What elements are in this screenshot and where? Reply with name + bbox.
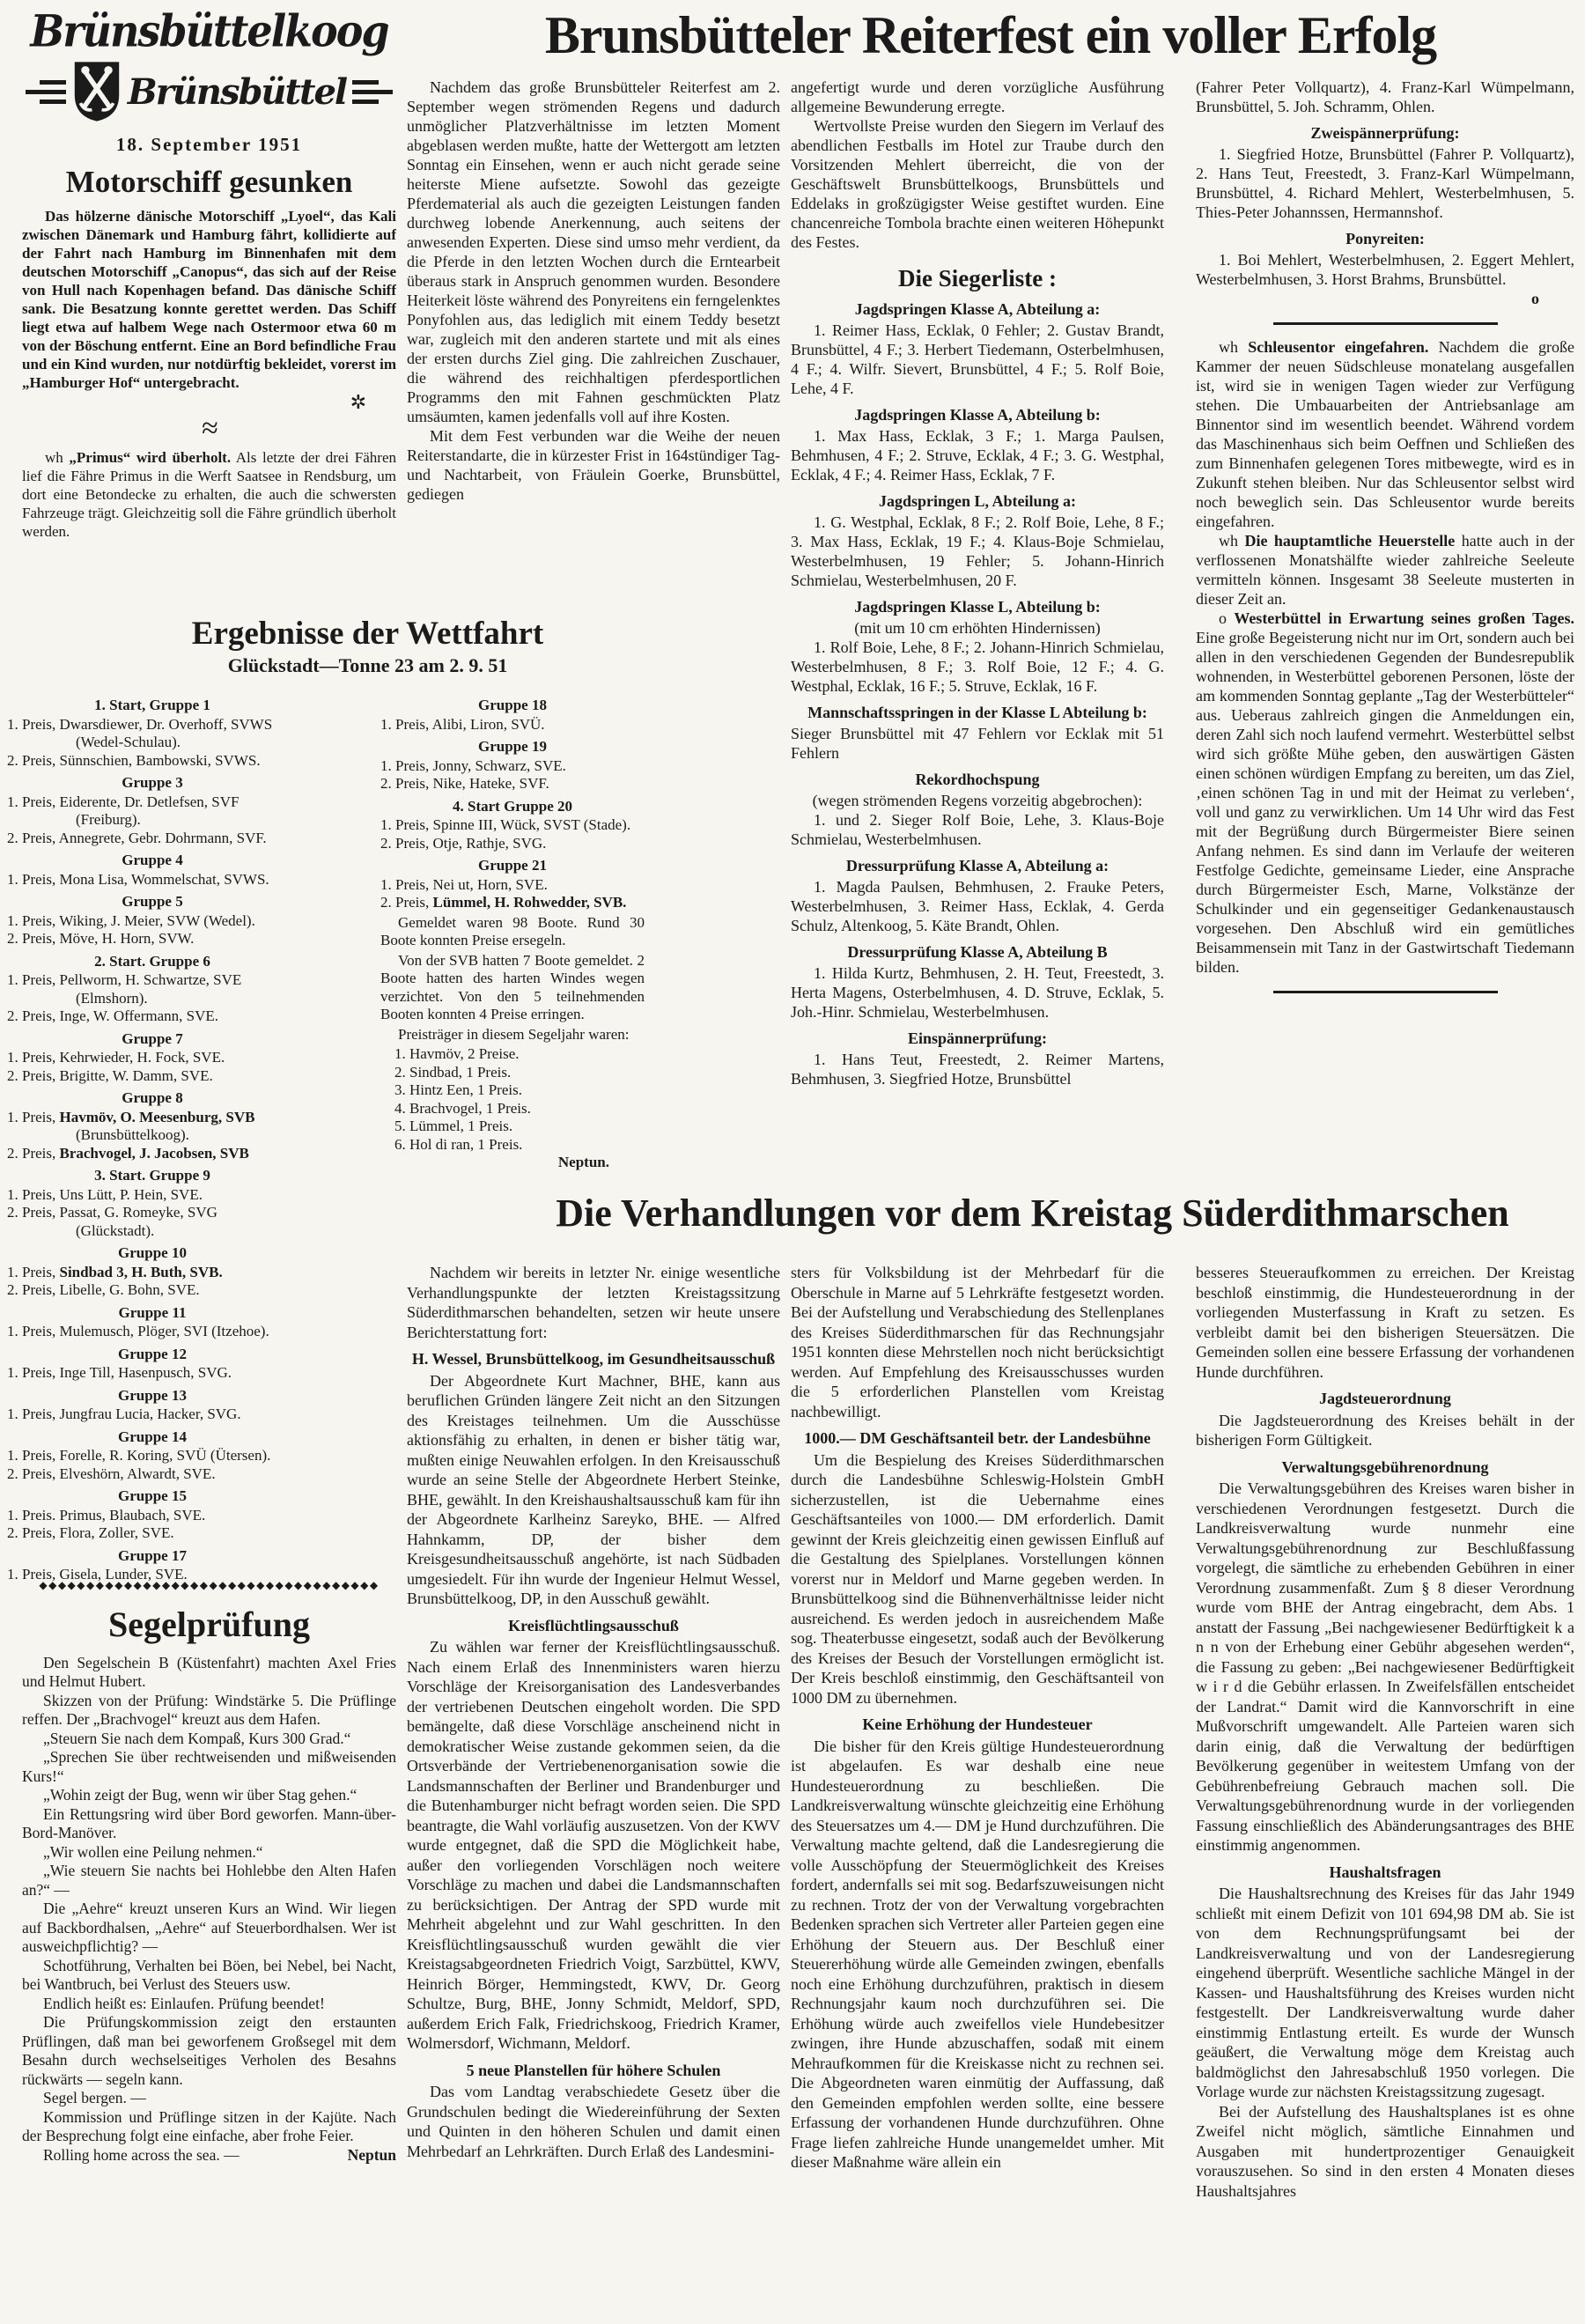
segel-p: „Sprechen Sie über rechtweisenden und mißweisenden Kurs!“ [22,1748,396,1785]
wettfahrt-result-r: Neptun. [557,1154,609,1170]
reiterfest-column-1 [407,77,780,616]
wettfahrt-result-p: Von der SVB hatten 7 Boote gemeldet. 2 Boote hatten des harten Windes wegen verzichtet. Von den 5 teilnehmenden Booten konnten 4 Preise erringen. [380,951,645,1022]
masthead-logo-line2: Brünsbüttel [127,70,347,113]
wettfahrt-result-h: Gruppe 19 [478,738,547,755]
kreistag-pn: sters für Volksbildung ist der Mehrbedarf für die Oberschule in Marne auf 5 Lehrkräfte festgesetzt worden. Bei der Aufstellung und Verabschiedung des Stellenplanes des Kreises Süderdithmarschen für das Rechnungsjahr 1951 konnten diese Mehrstellen noch nicht berücksichtigt werden. Auf Empfehlung des Kreisausschusses wurden die 5 erforderlichen Planstellen vom Kreistag nachbewilligt. [791,1264,1164,1420]
siegerliste-p: 1. Hilda Kurtz, Behmhusen, 2. H. Teut, Freestedt, 3. Herta Magens, Osterbelmhusen, 4. D. Struve, Ecklak, 5. Joh.-Hinr. Schmielau, Westerbelmhusen. [791,964,1164,1021]
siegerliste-pn: angefertigt wurde und deren vorzügliche Ausführung allgemeine Bewunderung erregte. [791,78,1164,115]
wettfahrt-result-h: Gruppe 7 [122,1029,183,1047]
segel-p: Schotführung, Verhalten bei Böen, bei Nebel, bei Nacht, bei Wantbruch, bei Verlust des Steuers usw. [22,1956,396,1993]
kreistag-p: Das vom Landtag verabschiedete Gesetz über die Grundschulen bedingt die Wiedereinführung der Sexten und Quinten in den höheren Schulen und damit einen Mehrbedarf an Lehrkräften. Durch Erlaß des Landesmini- [407,2083,780,2160]
wettfahrt-result-e: 2. Preis, Sünnschien, Bambowski, SVWS. [7,751,261,769]
segel-p: Die „Aehre“ kreuzt unseren Kurs an Wind. Wir liegen auf Backbordhalsen, „Aehre“ auf Steuerbordhalsen. Wer ist ausweichpflichtig? — [22,1900,396,1955]
wettfahrt-result-l: 3. Hintz Een, 1 Preis. [394,1081,522,1098]
wettfahrt-result-h: 1. Start, Gruppe 1 [94,697,210,713]
kreistag-h: Verwaltungsgebührenordnung [1281,1457,1489,1476]
wettfahrt-result-e: 1. Preis, Mulemusch, Plöger, SVI (Itzehoe). [7,1323,269,1339]
siegerliste-p: Wertvollste Preise wurden den Siegern im Verlauf des abendlichen Festballs im Hotel zur Traube durch den Vorsitzenden Mehlert überreicht, die von der Geschäftswelt Brunsbüttelkoogs, Brunsbüttels und Eddelaks in großzügigster Weise gestiftet wurden. Eine chancenreiche Tombola brachte einen weiteren Höhepunkt des Festes. [791,117,1164,251]
wettfahrt-result-h: Gruppe 18 [478,697,547,713]
siegerliste-h: Rekordhochspung [915,771,1040,788]
segel-p: Den Segelschein B (Küstenfahrt) machten Axel Fries und Helmut Hubert. [22,1653,396,1690]
wettfahrt-result-p: Preisträger in diesem Segeljahr waren: [398,1025,630,1043]
motorschiff-star: ✲ [350,391,366,413]
siegerliste-h: Mannschaftsspringen in der Klasse L Abteilung b: [807,704,1147,721]
wettfahrt-result-e: 2. Preis, Möve, H. Horn, SVW. [7,930,195,947]
local-news-rule [1273,991,1498,993]
kreistag-h: 5 neue Planstellen für höhere Schulen [466,2061,721,2079]
local-news-rule [1273,322,1498,325]
kreistag-p: Nachdem wir bereits in letzter Nr. einige wesentliche Verhandlungspunkte der letzten Kreistagssitzung Süderdithmarschen behandelten, setzen wir heute unsere Berichterstattung fort: [407,1264,780,1341]
issue-date: 18. September 1951 [115,134,303,155]
wettfahrt-result-h: 2. Start. Gruppe 6 [94,952,210,970]
wettfahrt-result-e: 2. Preis, Brachvogel, J. Jacobsen, SVB [7,1144,249,1162]
wettfahrt-result-e: 1. Preis, Kehrwieder, H. Fock, SVE. [7,1049,225,1066]
local-news-pn: (Fahrer Peter Vollquartz), 4. Franz-Karl Wümpelmann, Brunsbüttel, 5. Joh. Schramm, Ohlen. [1196,78,1574,115]
motorschiff-article-body [22,207,396,541]
wettfahrt-result-e: 1. Preis, Dwarsdiewer, Dr. Overhoff, SVWS (Wedel-Schulau). [7,715,273,750]
wettfahrt-results-left [7,692,298,1584]
wettfahrt-result-l: 2. Sindbad, 1 Preis. [394,1063,512,1081]
siegerliste-column [791,77,1164,1189]
reiterfest-headline: Brunsbütteler Reiterfest ein voller Erfolg [544,6,1437,64]
wettfahrt-result-e: 1. Preis, Pellworm, H. Schwartze, SVE (Elmshorn). [7,971,242,1007]
wettfahrt-result-e: 1. Preis, Wiking, J. Meier, SVW (Wedel). [7,911,255,929]
siegerliste-p: 1. G. Westphal, Ecklak, 8 F.; 2. Rolf Boie, Lehe, 8 F.; 3. Max Hass, Ecklak, 19 F.; 4. Klaus-Boje Schmielau, Westerbelmhusen, 19 Fehler; 5. Johann-Hinrich Schmielau, Westerbelmhusen, 20 F. [791,513,1164,589]
wettfahrt-result-h: Gruppe 8 [122,1089,183,1106]
kreistag-h: 1000.— DM Geschäftsanteil betr. der Landesbühne [804,1429,1151,1447]
local-news-h: Ponyreiten: [1345,230,1425,247]
kreistag-column-2 [791,1263,1164,2320]
siegerliste-h: Dressurprüfung Klasse A, Abteilung B [847,943,1108,961]
wettfahrt-result-h: Gruppe 10 [118,1244,187,1261]
kreistag-p: Die Haushaltsrechnung des Kreises für das Jahr 1949 schließt mit einem Defizit von 101 694,98 DM ab. Sie ist von dem Rechnungsprüfungsamt bei der Landkreisverwaltung und von der Landesregierung eingehend überprüft. Wesentliche sachliche Mängel in der Kassen- und Haushaltsführung des Kreises wurden nicht festgestellt. Der Landkreisverwaltung wurde daher einstimmig Entlastung erteilt. Es wurde der Wunsch geäußert, die Verwaltung möge dem Kreistag auch baldmöglichst den Jahresabschluß 1950 vorlegen. Die Vorlage wurde zur nächsten Kreistagssitzung zugesagt. [1196,1885,1574,2100]
kreistag-p: Die bisher für den Kreis gültige Hundesteuerordnung ist abgelaufen. Es war deshalb eine neue Hundesteuerordnung zu beschließen. Die Landkreisverwaltung wünschte gleichzeitig eine Erhöhung des Steuersatzes um 4.— DM je Hund durchzuführen. Die Verwaltung machte geltend, daß die Landesregierung die volle Ausschöpfung der Steuermöglichkeit des Kreises fordert, andernfalls sei mit sog. Bedarfszuweisungen nicht zu rechnen. Trotz der von der Verwaltung vorgebrachten Bedenken sprachen sich Vertreter aller Parteien gegen eine Erhöhung der Steuern aus. Der Beschluß einer Steuererhöhung würde alle Gemeinden zwingen, ebenfalls noch eine Erhöhung durchzuführen, praktisch in diesem Rechnungsjahr kaum noch durchzuführen sei. Die Erhöhung würde auch zweifellos viele Hundebesitzer zwingen, ihre Hunde abzuschaffen, sodaß mit einem Mehraufkommen für die Kreiskasse nicht zu rechnen sei. Die Abgeordneten waren einmütig der Auffassung, daß den Gemeinden empfohlen werden sollte, eine bessere Erfassung der vorhandenen Hunde durchzuführen. Ohne Frage liefen zahlreiche Hunde unangemeldet umher. Mit dieser Maßnahme wäre allein ein [791,1737,1164,2171]
wettfahrt-result-e: 1. Preis, Jonny, Schwarz, SVE. [380,756,566,774]
kreistag-p: Die Jagdsteuerordnung des Kreises behält in der bisherigen Form Gültigkeit. [1196,1411,1574,1449]
segel-p: „Steuern Sie nach dem Kompaß, Kurs 300 Grad.“ [43,1729,351,1747]
siegerliste-c: (mit um 10 cm erhöhten Hindernissen) [854,619,1101,637]
wettfahrt-result-e: 1. Preis, Forelle, R. Koring, SVÜ (Ütersen). [7,1447,271,1464]
siegerliste-bh: Die Siegerliste : [898,265,1057,291]
speed-lines-right-icon [352,75,393,109]
kreistag-h: H. Wessel, Brunsbüttelkoog, im Gesundheitsausschuß [411,1350,776,1368]
wettfahrt-result-h: Gruppe 21 [478,857,547,874]
wettfahrt-result-h: Gruppe 5 [122,893,183,910]
segel-p: Die Prüfungskommission zeigt den erstaunten Prüflingen, daß man bei geworfenem Großsegel mit dem Besahn durch wechselseitiges Verholen des Besahns rückwärts — segeln kann. [22,2013,396,2088]
segel-p: Skizzen von der Prüfung: Windstärke 5. Die Prüflinge reffen. Der „Brachvogel“ kreuzt aus dem Hafen. [22,1691,396,1728]
kreistag-headline: Die Verhandlungen vor dem Kreistag Süderdithmarschen [556,1192,1509,1235]
segel-section [22,1576,396,2320]
wettfahrt-result-l: 1. Havmöv, 2 Preise. [394,1045,520,1062]
siegerliste-h: Einspännerprüfung: [907,1029,1048,1047]
kreistag-h: Haushaltsfragen [1329,1863,1441,1881]
segel-p: Segel bergen. — [43,2089,146,2106]
wettfahrt-result-e: 2. Preis, Passat, G. Romeyke, SVG (Glückstadt). [7,1204,217,1239]
local-news-column [1196,77,1574,1189]
wettfahrt-result-h: Gruppe 14 [118,1428,187,1445]
motorschiff-p: wh „Primus“ wird überholt. Als letzte der drei Fähren lief die Fähre Primus in die Werft Saatsee in Rendsburg, um dort eine Betondecke zu erhalten, die auch die schwersten Fahrzeuge trägt. Gleichzeitig soll die Fähre gründlich überholt werden. [22,449,396,540]
motorschiff-squig: ≈ [202,412,217,445]
segel-p: „Wie steuern Sie nachts bei Hohlebbe den Alten Hafen an?“ — [22,1862,396,1899]
wettfahrt-result-h: Gruppe 3 [122,774,183,791]
wettfahrt-result-h: Gruppe 13 [118,1386,187,1404]
kreistag-p: Bei der Aufstellung des Haushaltsplanes ist es ohne Zweifel nicht möglich, sämtliche Einnahmen und Ausgaben mit hundertprozentiger Genauigkeit vorauszusehen. So sind in den ersten 4 Monaten dieses Haushaltsjahres [1196,2102,1574,2200]
siegerliste-h: Jagdspringen Klasse A, Abteilung b: [854,406,1101,424]
segel-p: Neptun Rolling home across the sea. — [43,2145,396,2164]
masthead [22,9,396,615]
wettfahrt-result-h: Gruppe 15 [118,1487,187,1504]
siegerliste-pn: Sieger Brunsbüttel mit 47 Fehlern vor Ecklak mit 51 Fehlern [791,725,1164,762]
local-news-h: Zweispännerprüfung: [1310,124,1460,142]
motorschiff-pb: Das hölzerne dänische Motorschiff „Lyoel“, das Kali zwischen Dänemark und Hamburg fährt, kollidierte auf der Fahrt nach Hamburg im Binnenhafen mit dem deutschen Motorschiff „Canopus“, das sich auf der Reise von Hull nach Kopenhagen befand. Das dänische Schiff sank. Die Besatzung konnte gerettet werden. Das Schiff liegt etwa auf halbem Wege nach Ostermoor etwa 60 m von der Böschung entfernt. Eine an Bord befindliche Frau und ein Kind wurden, nur notdürftig bekleidet, vorerst im „Hamburger Hof“ untergebracht. [22,208,396,391]
siegerliste-h: Dressurprüfung Klasse A, Abteilung a: [845,857,1110,874]
segel-p: Ein Rettungsring wird über Bord geworfen. Mann-über-Bord-Manöver. [22,1804,396,1841]
wettfahrt-result-e: 2. Preis, Nike, Hateke, SVF. [380,775,549,792]
segel-p: Endlich heißt es: Einlaufen. Prüfung beendet! [43,1994,325,2012]
siegerliste-p: 1. Rolf Boie, Lehe, 8 F.; 2. Johann-Hinrich Schmielau, Westerbelmhusen, 8 F.; 3. Rolf Boie, 12 F.; 4. G. Westphal, Ecklak, 16 F.; 5. Struve, Ecklak, 16 F. [791,638,1164,695]
speed-lines-left-icon [26,75,66,109]
local-news-p: o Westerbüttel in Erwartung seines großen Tages. Eine große Begeisterung nicht nur im Ort, sondern auch bei allen in den verschiedenen Gegenden der Bundesrepublik wohnenden, in Westerbüttel geborenen Personen, löste der am kommenden Sonntag geplante „Tag der Westerbütteler“ aus. Ueberaus zahlreich gingen die Anmeldungen ein, deren Zahl sich noch laufend vermehrt. Westerbüttel selbst wird sich größte Mühe geben, den auswärtigen Gästen einen schönen würdigen Empfang zu bereiten, um das Ziel, ‚einen schönen Tag in und mit der Heimat zu verleben‘, voll und ganz zu verwirklichen. Um 14 Uhr wird das Fest mit der Begrüßung durch Bürgermeister Biere seinen Anfang nehmen. Es sind dann im Verlaufe der weiteren Festfolge Gedichte, gemeinsame Lieder, eine Ansprache durch Bürgermeister Esch, Marne, Volkstänze der Schulkinder und ein gegenseitiger Gedankenaustausch vorgesehen. Den Abschluß wird ein gemütliches Beisammensein mit Tanz in der Gastwirtschaft Tiedemann bilden. [1196,609,1574,976]
wettfahrt-result-h: Gruppe 12 [118,1345,187,1362]
wettfahrt-result-e: 1. Preis, Havmöv, O. Meesenburg, SVB (Brunsbüttelkoog). [7,1108,255,1143]
wettfahrt-subtitle: Glückstadt—Tonne 23 am 2. 9. 51 [227,654,508,676]
wettfahrt-result-e: 2. Preis, Flora, Zoller, SVE. [7,1524,174,1541]
kreistag-column-3 [1196,1263,1574,2320]
local-news-p: 1. Siegfried Hotze, Brunsbüttel (Fahrer P. Vollquartz), 2. Hans Teut, Freestedt, 3. Franz-Karl Wümpelmann, Brunsbüttel, 4. Richard Mehlert, Westerbelmhusen, 5. Thies-Peter Johannssen, Hermannshof. [1196,145,1574,221]
wettfahrt-result-e: 1. Preis, Nei ut, Horn, SVE. [380,875,548,893]
siegerliste-h: Jagdspringen Klasse L, Abteilung b: [854,598,1101,616]
siegerliste-p: 1. Reimer Hass, Ecklak, 0 Fehler; 2. Gustav Brandt, Brunsbüttel, 4 F.; 3. Herbert Tiedemann, Osterbelmhusen, 4 F.; 4. Wilfr. Sievert, Brunsbüttel, 4 F.; 5. Rolf Boie, Lehe, 4 F. [791,321,1164,397]
siegerliste-p: 1. Hans Teut, Freestedt, 2. Reimer Martens, Behmhusen, 3. Siegfried Hotze, Brunsbüttel [791,1051,1164,1088]
wettfahrt-result-e: 1. Preis. Primus, Blaubach, SVE. [7,1506,206,1524]
wettfahrt-result-l: 4. Brachvogel, 1 Preis. [394,1099,531,1117]
wettfahrt-result-e: 2. Preis, Otje, Rathje, SVG. [380,834,547,852]
wettfahrt-result-h: Gruppe 17 [118,1546,187,1564]
reiterfest-p: Mit dem Fest verbunden war die Weihe der neuen Reiterstandarte, die in kürzester Frist in 164stündiger Tag- und Nachtarbeit, von Fräulein Goerke, Brunsbüttel, gediegen [407,427,780,503]
wettfahrt-result-e: 1. Preis, Sindbad 3, H. Buth, SVB. [7,1263,223,1280]
kreistag-p: Die Verwaltungsgebühren des Kreises waren bisher in verschiedenen Verordnungen festgesetzt. Durch die Landkreisverwaltung wurde nunmehr eine Verwaltungsgebührenordnung zur Beschlußfassung vorgelegt, die sämtliche zu erhebenden Gebühren in einer Verordnung zusammenfaßt. Zum § 8 dieser Verordnung wurde vom BHE der Antrag eingebracht, dem Abs. 1 anstatt der Fassung „Bei nachgewiesener Bedürftigkeit k a n n von der Erhebung einer Gebühr abgesehen werden“, die Fassung zu geben: „Bei nachgewiesener Bedürftigkeit w i r d die Gebühr erlassen. In Zweifelsfällen entscheidet der Landrat.“ Damit wird die Kannvorschrift in eine Mußvorschrift umgewandelt. Alle Parteien waren sich darin einig, daß die Verwaltung der bedürftigen Bevölkerung gegenüber in weitestem Umfang von der Gebührenbefreiung Gebrauch machen soll. Die Verwaltungsgebührenordnung wurde in der vorliegenden Fassung einschließlich des Abänderungsantrages des BHE einstimmig angenommen. [1196,1479,1574,1854]
wettfahrt-result-l: 6. Hol di ran, 1 Preis. [394,1135,523,1153]
segel-p: „Wir wollen eine Peilung nehmen.“ [43,1842,263,1861]
kreistag-column-1 [407,1263,780,2320]
wettfahrt-result-e: 1. Preis, Eiderente, Dr. Detlefsen, SVF (Freiburg). [7,793,240,828]
wettfahrt-result-e: 2. Preis, Lümmel, H. Rohwedder, SVB. [380,894,627,911]
wettfahrt-result-e: 2. Preis, Libelle, G. Bohn, SVE. [7,1281,200,1298]
masthead-logo-line1: Brünsbüttelkoog [30,9,388,57]
wettfahrt-result-h: Gruppe 11 [118,1303,187,1321]
local-news-p: wh Schleusentor eingefahren. Nachdem die große Kammer der neuen Südschleuse monatelang ausgefallen ist, wird sie in wenigen Tagen wieder zur Verfügung stehen. Die Umbauarbeiten der Antriebsanlage am Binnentor sind im wesentlich beendet. Während vordem das Maschinenhaus sich beim Oeffnen und Schließen des zum Binnenhafen gelegenen Tores mitbewegte, wird es in Zukunft stehen bleiben. Nur das Schleusentor selbst wird noch beweglich sein. Das Schleusentor wurde bereits eingefahren. [1196,338,1574,530]
wettfahrt-result-e: 2. Preis, Annegrete, Gebr. Dohrmann, SVF. [7,829,267,846]
wettfahrt-result-h: 4. Start Gruppe 20 [453,797,572,815]
segel-signature: Neptun [347,2145,396,2164]
kreistag-pn: besseres Steueraufkommen zu erreichen. Der Kreistag beschloß einstimmig, die Hundesteuerordnung in der vorliegenden Musterfassung in Kraft zu setzen. Es verbleibt damit bei den bisherigen Steuersätzen. Die Gemeinden sollen eine bessere Erfassung der vorhandenen Hunde durchführen. [1196,1264,1574,1381]
wettfahrt-result-e: 1. Preis, Alibi, Liron, SVÜ. [380,715,545,733]
wettfahrt-headline: Ergebnisse der Wettfahrt [191,616,544,652]
wettfahrt-result-e: 1. Preis, Gisela, Lunder, SVE. [7,1566,188,1583]
wettfahrt-result-p: Gemeldet waren 98 Boote. Rund 30 Boote konnten Preise ersegeln. [380,913,645,948]
wettfahrt-result-l: 5. Lümmel, 1 Preis. [394,1118,513,1134]
wettfahrt-result-h: 3. Start. Gruppe 9 [94,1167,210,1184]
wettfahrt-result-e: 1. Preis, Inge Till, Hasenpusch, SVG. [7,1364,232,1381]
siegerliste-p: 1. Magda Paulsen, Behmhusen, 2. Frauke Peters, Westerbelmhusen, 3. Reimer Hass, Ecklak, 4. Gerda Schulz, Altenkoog, 5. Käte Brandt, Ohlen. [791,878,1164,934]
wettfahrt-result-e: 1. Preis, Jungfrau Lucia, Hacker, SVG. [7,1405,241,1422]
town-crest-anchor-icon [72,59,122,124]
kreistag-h: Jagdsteuerordnung [1319,1390,1451,1407]
wettfahrt-result-e: 1. Preis, Spinne III, Wück, SVST (Stade). [380,816,631,833]
kreistag-p: Zu wählen war ferner der Kreisflüchtlingsausschuß. Nach einem Erlaß des Innenministers waren hierzu Vorschläge der Kreisorganisation des Landesverbandes der vertriebenen Deutschen eingeholt worden. Die SPD bemängelte, daß diese Vorschläge anscheinend nicht in demokratischer Weise zustande gekommen seien, da die Ortsverbände der Vertriebenenorganisation sowie die Landsmannschaften der Berliner und Brandenburger und die Butenhamburger nicht befragt worden seien. Die SPD beantragte, die Wahl vorläufig auszusetzen. Von der KWV wurde entgegnet, daß die SPD die Möglichkeit habe, außer den vorliegenden Vorschlägen noch weitere Vorschläge zu machen und dabei die Landsmannschaften zu berücksichtigen. Der Antrag der SPD wurde mit Mehrheit abgelehnt und zur Wahl geschritten. In den Kreisflüchtlingsausschuß wurden gewählt die vier Kreistagsabgeordneten Friedrich Voigt, Sarzbüttel, KWV, Heinrich Börger, Hemmingstedt, KWV, Dr. Georg Schultze, Burg, BHE, Jonny Schmidt, Meldorf, SPD, außerdem Erich Falk, Friedrichskoog, Friedrich Kramer, Wolmersdorf, Wichmann, Meldorf. [407,1638,780,2052]
local-news-p: 1. Boi Mehlert, Westerbelmhusen, 2. Eggert Mehlert, Westerbelmhusen, 3. Horst Brahms, Brunsbüttel. [1196,251,1574,288]
kreistag-p: Der Abgeordnete Kurt Machner, BHE, kann aus beruflichen Gründen längere Zeit nicht an den Sitzungen des Kreistages teilnehmen. Um die Ausschüsse aktionsfähig zu erhalten, in denen er bisher tätig war, mußten einige Neuwahlen erfolgen. In den Kreisausschuß wurde an seine Stelle der Abgeordnete Herbert Steinke, BHE, gewählt. In den Kreishaushaltsausschuß kam für ihn der Abgeordnete Karlheinz Sareyko, BHE. — Alfred Hahnkamm, DP, der bisher dem Kreisgesundheitsausschuß angehörte, ist nach Südbaden umgesiedelt. Für ihn wurde der Ingenieur Helmut Wessel, Brunsbüttelkoog, DP, in den Ausschuß gewählt. [407,1371,780,1607]
kreistag-p: Um die Bespielung des Kreises Süderdithmarschen durch die Landesbühne Schleswig-Holstein GmbH sicherzustellen, ist die Uebernahme eines Geschäftsanteiles von 1000.— DM erforderlich. Damit gewinnt der Kreis gleichzeitig einen gewissen Einfluß auf die Gestaltung des Spielplanes. Vorstellungen können vorerst nur in Meldorf und Marne gegeben werden. In Brunsbüttelkoog sind die Bühnenverhältnisse leider nicht ausreichend. Es werden jedoch in ausreichendem Maße sog. Theaterbusse eingesetzt, sodaß auch der Bevölkerung des Kreises der Besuch der Vorstellungen ermöglicht ist. Der Kreis beschloß einstimmig, den Geschäftsanteil von 1000 DM zu übernehmen. [791,1450,1164,1707]
local-news-r: o [1531,290,1539,307]
diamond-divider: ◆◆◆◆◆◆◆◆◆◆◆◆◆◆◆◆◆◆◆◆◆◆◆◆◆◆◆◆◆◆◆◆◆◆◆◆ [39,1579,380,1591]
motorschiff-headline: Motorschiff gesunken [65,165,353,199]
kreistag-h: Kreisflüchtlingsausschuß [508,1616,679,1634]
siegerliste-p: 1. und 2. Sieger Rolf Boie, Lehe, 3. Klaus-Boje Schmielau, Westerbelmhusen. [791,811,1164,848]
wettfahrt-result-e: 2. Preis, Brigitte, W. Damm, SVE. [7,1066,213,1084]
wettfahrt-result-e: 2. Preis, Elveshörn, Alwardt, SVE. [7,1464,216,1482]
siegerliste-h: Jagdspringen Klasse A, Abteilung a: [854,300,1101,318]
segel-headline: Segelprüfung [108,1604,310,1644]
segel-article-body [22,1654,396,2165]
wettfahrt-result-e: 2. Preis, Inge, W. Offermann, SVE. [7,1007,219,1024]
local-news-p: wh Die hauptamtliche Heuerstelle hatte auch in der verflossenen Monatshälfte wieder zahlreiche Seeleute vermitteln können. Insgesamt 38 Seeleute musterten in dieser Zeit an. [1196,532,1574,608]
wettfahrt-results-right [380,692,645,1172]
siegerliste-h: Jagdspringen L, Abteilung a: [878,492,1077,510]
segel-p: Kommission und Prüflinge sitzen in der Kajüte. Nach der Besprechung folgt eine einfache, aber frohe Feier. [22,2107,396,2144]
siegerliste-c: (wegen strömenden Regens vorzeitig abgebrochen): [812,792,1143,809]
wettfahrt-result-e: 1. Preis, Mona Lisa, Wommelschat, SVWS. [7,870,269,888]
wettfahrt-result-e: 1. Preis, Uns Lütt, P. Hein, SVE. [7,1185,203,1203]
siegerliste-p: 1. Max Hass, Ecklak, 3 F.; 1. Marga Paulsen, Behmhusen, 4 F.; 2. Struve, Ecklak, 4 F.; 3. G. Westphal, Ecklak, 4 F.; 4. Reimer Hass, Ecklak, 7 F. [791,427,1164,483]
wettfahrt-result-h: Gruppe 4 [122,852,183,868]
masthead-logo-row [22,56,396,127]
kreistag-h: Keine Erhöhung der Hundesteuer [862,1715,1093,1733]
reiterfest-p: Nachdem das große Brunsbütteler Reiterfest am 2. September wegen strömenden Regens und dadurch unmöglicher Platzverhältnisse im letzten Moment abgeblasen werden mußte, hatte der Wettergott am letzten Sonntag ein Einsehen, wenn er auch nicht gerade seine heiterste Miene aufsetzte. Sowohl das gezeigte Pferdematerial als auch die gezeigten Leistungen fanden durchweg lobende Anerkennung, auch seitens der anwesenden Experten. Diese sind umso mehr verdient, da die Pferde in den letzten Wochen durch die Erntearbeit überaus stark in Anspruch genommen wurden. Besondere Heiterkeit löste während des Ponyreitens ein ferngelenktes Ponyfohlen aus, das lediglich mit einem Teddy besetzt war, zugleich mit den anderen startete und mit als eines der ersten durchs Ziel ging. Die zahlreichen Zuschauer, die während des reichhaltigen pferdesportlichen Programms den mit Fahnen geschmückten Platz umsäumten, kamen jedenfalls voll auf ihre Kosten. [407,78,780,425]
segel-p: „Wohin zeigt der Bug, wenn wir über Stag gehen.“ [43,1786,358,1804]
